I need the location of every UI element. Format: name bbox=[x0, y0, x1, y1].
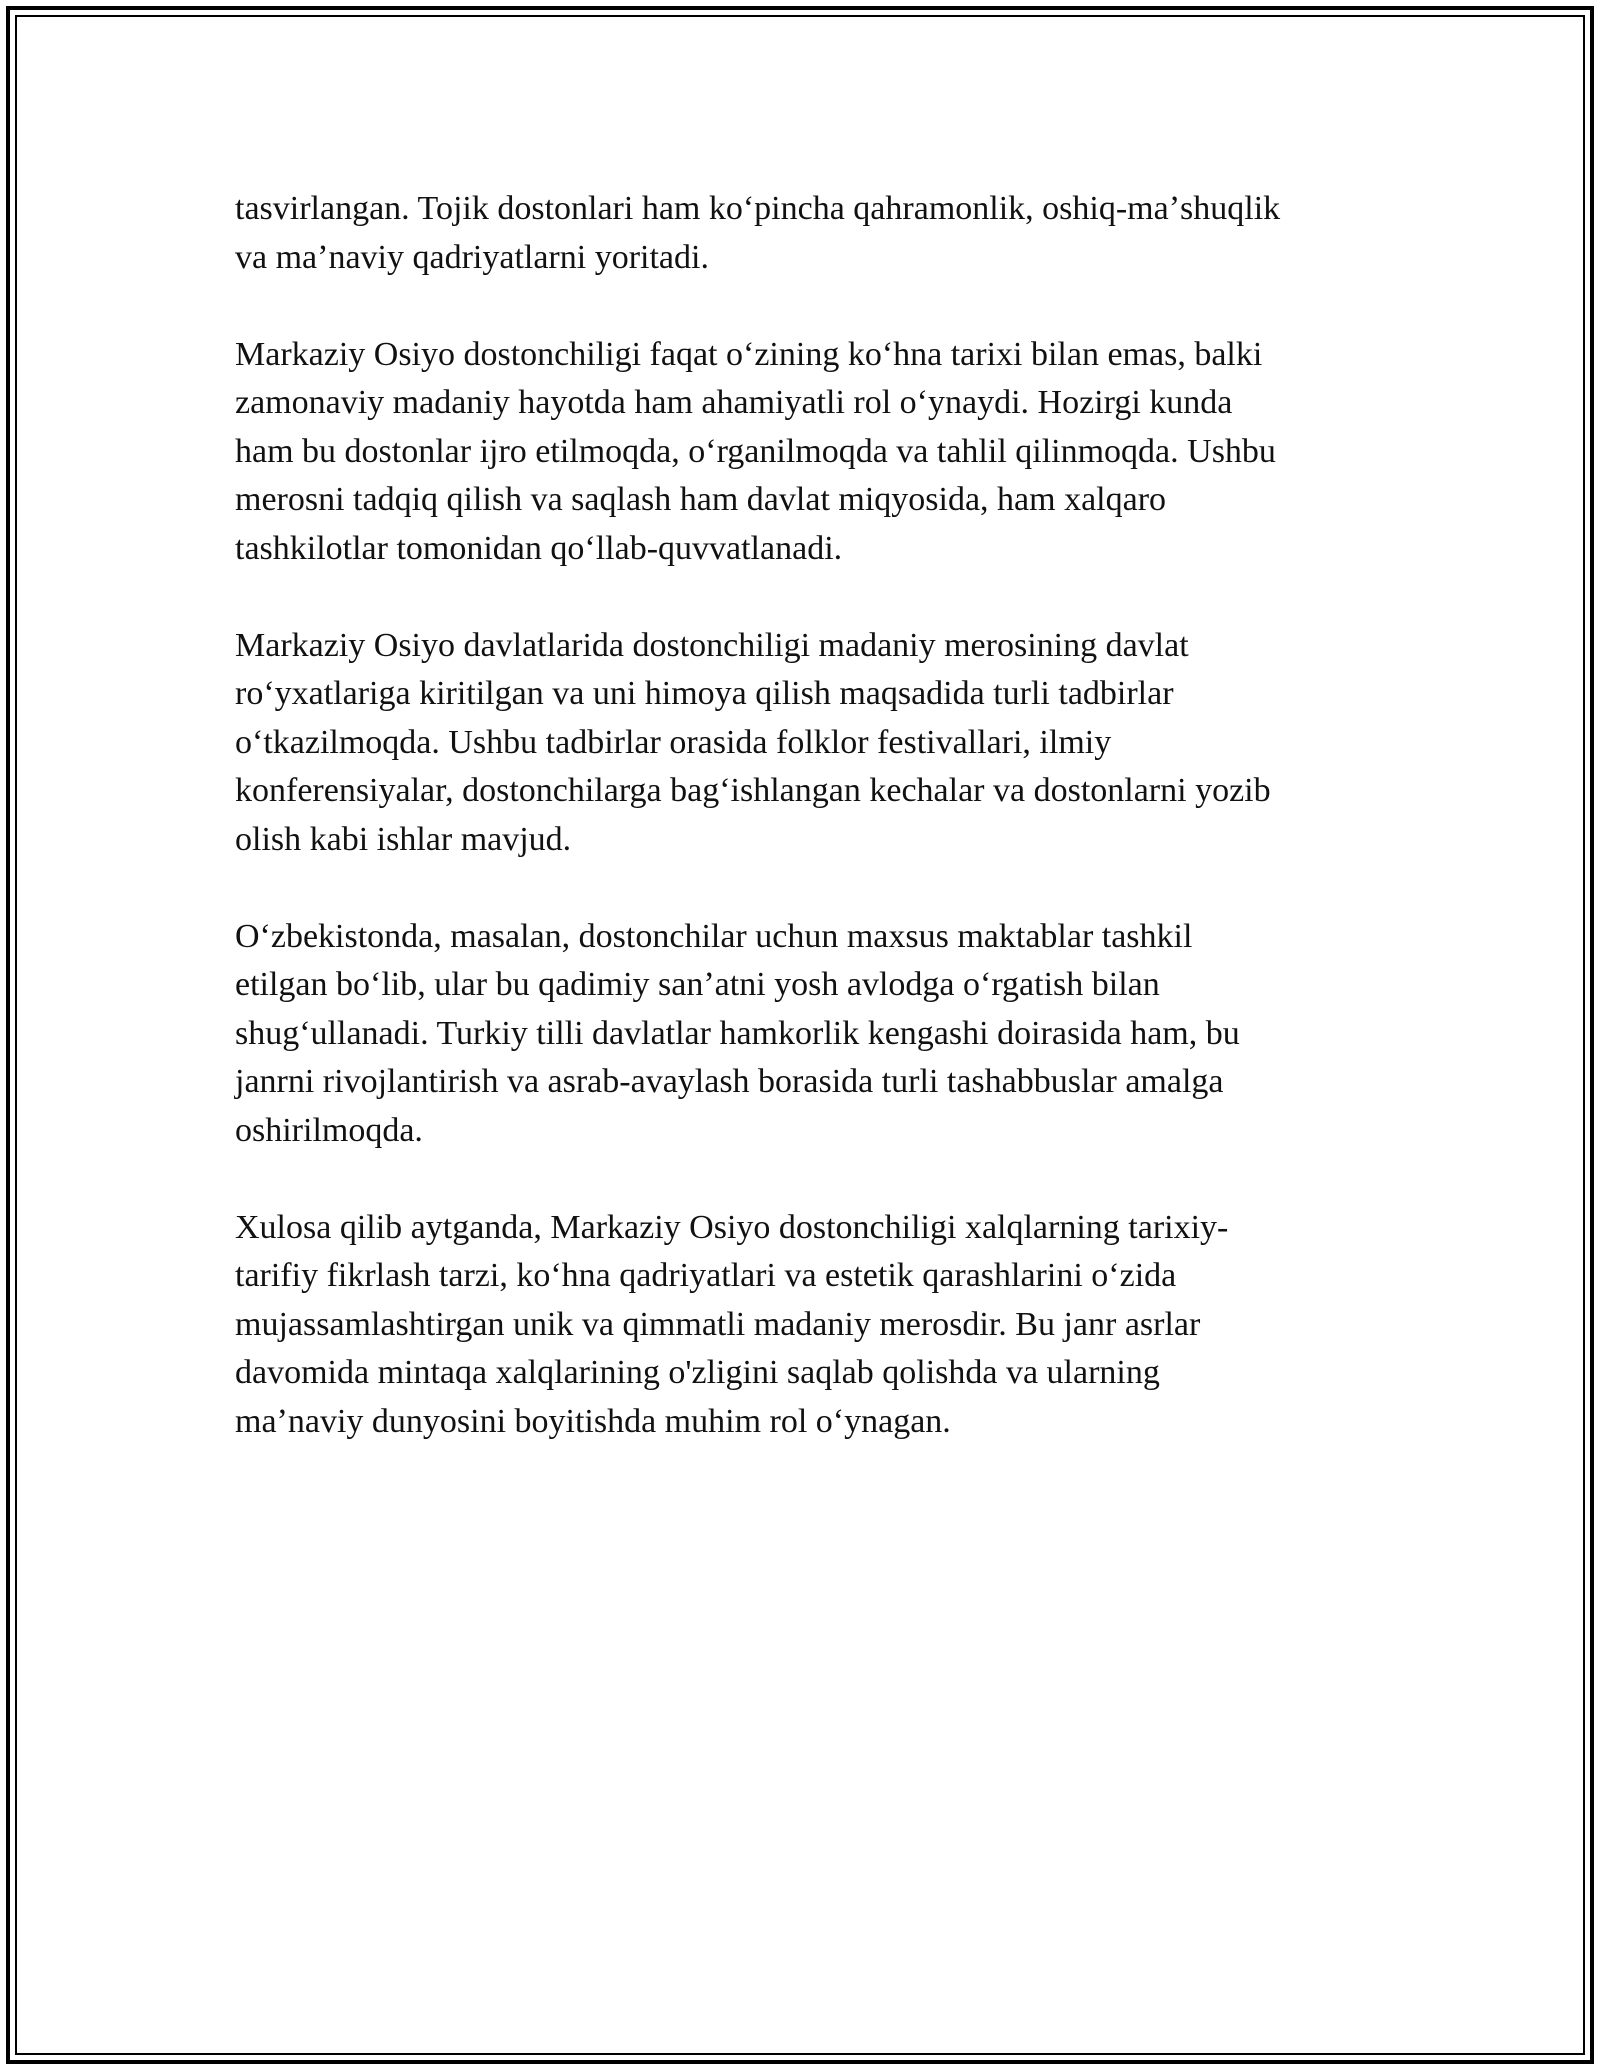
text-line: davomida mintaqa xalqlarining o'zligini saqlab qolishda va ularning bbox=[235, 1354, 1160, 1391]
paragraph-2 bbox=[235, 331, 1385, 574]
text-line: tashkilotlar tomonidan qoʻllab-quvvatlanadi. bbox=[235, 529, 843, 567]
text-line: konferensiyalar, dostonchilarga bagʻishlangan kechalar va dostonlarni yozib bbox=[235, 772, 1271, 809]
text-line: zamonaviy madaniy hayotda ham ahamiyatli rol oʻynaydi. Hozirgi kunda bbox=[235, 384, 1233, 421]
text-line: janrni rivojlantirish va asrab-avaylash borasida turli tashabbuslar amalga bbox=[235, 1063, 1224, 1100]
paragraph-5 bbox=[235, 1204, 1385, 1447]
text-line: va maʼnaviy qadriyatlarni yoritadi. bbox=[235, 238, 709, 276]
text-line: Markaziy Osiyo davlatlarida dostonchiligi madaniy merosining davlat bbox=[235, 626, 1189, 664]
text-line: tasvirlangan. Tojik dostonlari ham koʻpincha qahramonlik, oshiq-maʼshuqlik bbox=[235, 190, 1281, 227]
text-line: tarifiy fikrlash tarzi, koʻhna qadriyatlari va estetik qarashlarini oʻzida bbox=[235, 1257, 1177, 1294]
text-line: oshirilmoqda. bbox=[235, 1111, 423, 1149]
text-line: Xulosa qilib aytganda, Markaziy Osiyo dostonchiligi xalqlarning tarixiy- bbox=[235, 1208, 1229, 1246]
text-line: mujassamlashtirgan unik va qimmatli madaniy merosdir. Bu janr asrlar bbox=[235, 1305, 1201, 1343]
paragraph-3 bbox=[235, 622, 1385, 865]
text-line: oʻtkazilmoqda. Ushbu tadbirlar orasida folklor festivallari, ilmiy bbox=[235, 723, 1112, 761]
text-line: etilgan boʻlib, ular bu qadimiy sanʼatni yosh avlodga oʻrgatish bilan bbox=[235, 966, 1160, 1003]
text-line: ham bu dostonlar ijro etilmoqda, oʻrganilmoqda va tahlil qilinmoqda. Ushbu bbox=[235, 432, 1276, 470]
paragraph-1 bbox=[235, 185, 1385, 282]
document-body bbox=[235, 185, 1385, 1495]
text-line: maʼnaviy dunyosini boyitishda muhim rol oʻynagan. bbox=[235, 1402, 951, 1440]
text-line: Markaziy Osiyo dostonchiligi faqat oʻzining koʻhna tarixi bilan emas, balki bbox=[235, 335, 1263, 373]
text-line: roʻyxatlariga kiritilgan va uni himoya qilish maqsadida turli tadbirlar bbox=[235, 675, 1174, 712]
paragraph-4 bbox=[235, 913, 1385, 1156]
text-line: olish kabi ishlar mavjud. bbox=[235, 820, 572, 858]
text-line: merosni tadqiq qilish va saqlash ham davlat miqyosida, ham xalqaro bbox=[235, 481, 1167, 518]
text-line: Oʻzbekistonda, masalan, dostonchilar uchun maxsus maktablar tashkil bbox=[235, 917, 1193, 955]
text-line: shugʻullanadi. Turkiy tilli davlatlar hamkorlik kengashi doirasida ham, bu bbox=[235, 1014, 1240, 1052]
